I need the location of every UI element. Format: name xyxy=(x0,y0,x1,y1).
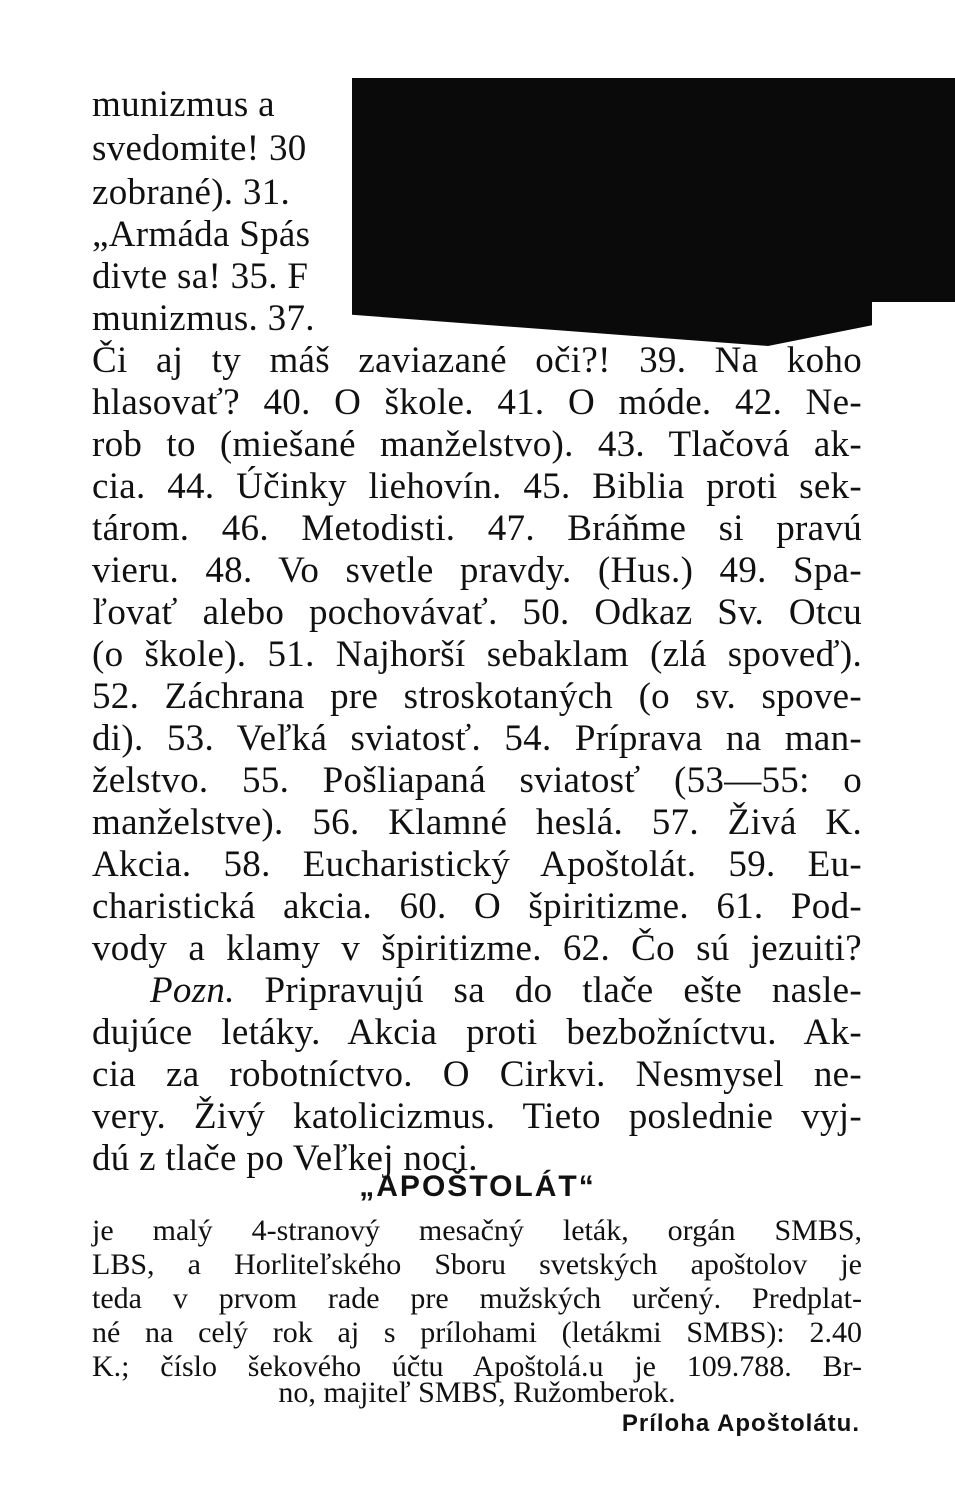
info-line: je malý 4-stranový mesačný leták, orgán SMBS, xyxy=(92,1214,862,1247)
info-line: né na celý rok aj s prílohami (letákmi SMBS): 2.40 xyxy=(92,1316,862,1349)
info-line: teda v prvom rade pre mužských určený. Predplat- xyxy=(92,1282,862,1315)
text-line: vody a klamy v špiritizme. 62. Čo sú jezuiti? xyxy=(92,928,862,969)
text-line: zobrané). 31. xyxy=(92,172,291,213)
text-line: munizmus. 37. xyxy=(92,298,315,339)
section-heading: „APOŠTOLÁT“ xyxy=(359,1170,596,1203)
note-line: very. Živý katolicizmus. Tieto poslednie vyj- xyxy=(92,1096,862,1137)
text-line: želstvo. 55. Pošliapaná sviatosť (53—55: o xyxy=(92,760,862,801)
text-line: (o škole). 51. Najhorší sebaklam (zlá spoveď). xyxy=(92,634,862,675)
note-text: Pripravujú sa do tlače ešte nasle- xyxy=(234,970,862,1011)
text-line: di). 53. Veľká sviatosť. 54. Príprava na man- xyxy=(92,718,862,759)
note-line: cia za robotníctvo. O Cirkvi. Nesmysel ne- xyxy=(92,1054,862,1095)
note-first-line xyxy=(150,970,862,1012)
text-line: „Armáda Spás xyxy=(92,214,311,255)
text-line: 52. Záchrana pre stroskotaných (o sv. spove- xyxy=(92,676,862,717)
text-line: Akcia. 58. Eucharistický Apoštolát. 59. Eu- xyxy=(92,844,862,885)
text-line: divte sa! 35. F xyxy=(92,256,309,297)
text-line: cia. 44. Účinky liehovín. 45. Biblia proti sek- xyxy=(92,466,862,507)
note-line: dujúce letáky. Akcia proti bezbožníctvu. Ak- xyxy=(92,1012,862,1053)
text-line: tárom. 46. Metodisti. 47. Bráňme si pravú xyxy=(92,508,862,549)
info-line: no, majiteľ SMBS, Ružomberok. xyxy=(278,1376,676,1409)
scan-black-block-lower xyxy=(352,294,872,346)
text-line: hlasovať? 40. O škole. 41. O móde. 42. Ne- xyxy=(92,382,862,423)
info-line: K.; číslo šekového účtu Apoštolá.u je 109.788. Br- xyxy=(92,1350,862,1383)
text-line: rob to (miešané manželstvo). 43. Tlačová ak- xyxy=(92,424,862,465)
text-line: svedomite! 30 xyxy=(92,128,307,169)
text-line: munizmus a xyxy=(92,84,275,125)
text-line: charistická akcia. 60. O špiritizme. 61. Pod- xyxy=(92,886,862,927)
text-line: Či aj ty máš zaviazané oči?! 39. Na koho xyxy=(92,340,862,381)
text-line: vieru. 48. Vo svetle pravdy. (Hus.) 49. Spa- xyxy=(92,550,862,591)
note-line: dú z tlače po Veľkej noci. xyxy=(92,1138,478,1179)
text-line: ľovať alebo pochovávať. 50. Odkaz Sv. Otcu xyxy=(92,592,862,633)
note-label: Pozn. xyxy=(150,970,235,1011)
text-line: manželstve). 56. Klamné heslá. 57. Živá K. xyxy=(92,802,862,843)
footer-caption: Príloha Apoštolátu. xyxy=(621,1410,860,1437)
scan-black-block xyxy=(352,78,955,302)
info-line: LBS, a Horliteľského Sboru svetských apoštolov je xyxy=(92,1248,862,1281)
